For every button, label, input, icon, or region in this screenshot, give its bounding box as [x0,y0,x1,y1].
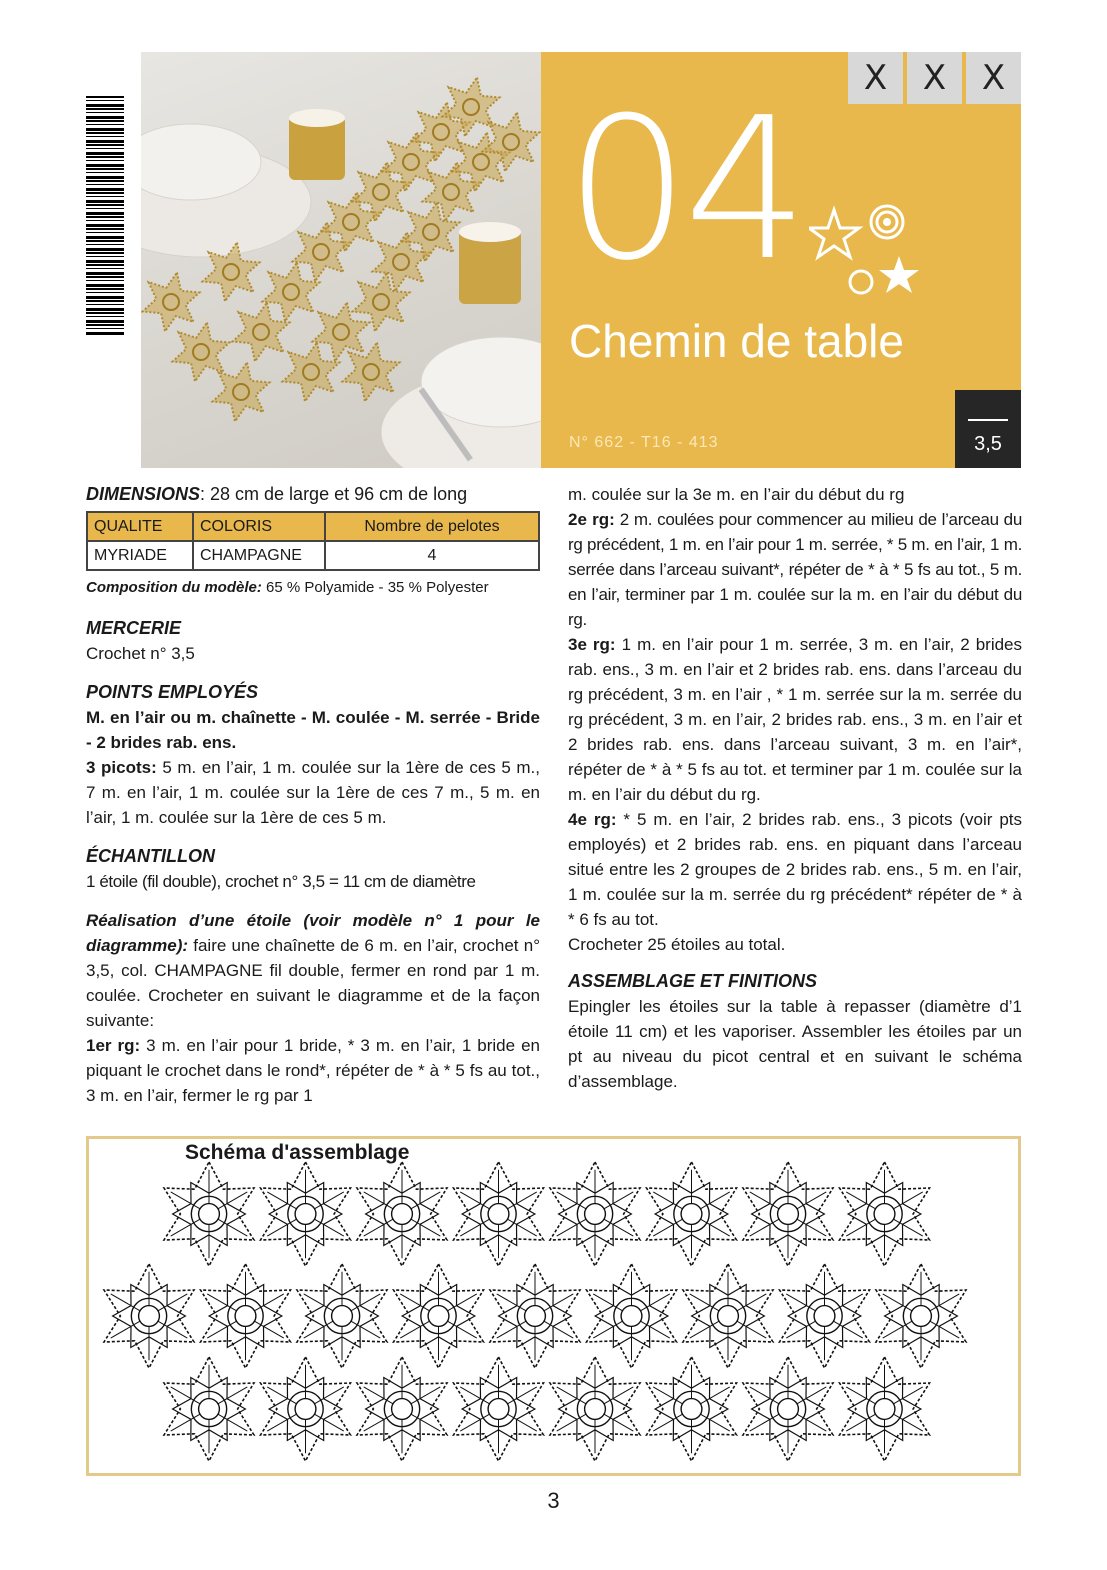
difficulty-mark: X [966,52,1021,104]
model-header [541,52,1021,468]
rg3-label: 3e rg: [568,635,616,654]
assemblage-text: Epingler les étoiles sur la table à repasser (diamètre d’1 étoile 11 cm) et les vaporiser. Assembler les étoiles par un pt au niveau du picot central et en suivant le schéma d’assemblage. [568,997,1022,1091]
total-text: Crocheter 25 étoiles au total. [568,935,786,954]
points-list: M. en l’air ou m. chaînette - M. coulée - M. serrée - Bride - 2 brides rab. ens. [86,708,540,752]
barcode [86,96,124,336]
crochet-star-motif [454,1162,544,1266]
gold-crochet-star [263,263,320,322]
points-heading: POINTS EMPLOYÉS [86,682,259,702]
table-cell: 4 [325,541,539,570]
product-photo [141,52,541,468]
model-number: 04 [565,76,803,304]
composition-text: 65 % Polyamide - 35 % Polyester [261,579,489,596]
crochet-star-motif [683,1264,773,1368]
crochet-star-motif [550,1162,640,1266]
hook-size: 3,5 [974,433,1002,455]
echantillon-text: 1 étoile (fil double), crochet n° 3,5 = 11 cm de diamètre [86,872,476,891]
picots-text: 5 m. en l’air, 1 m. coulée sur la 1ère de ces 5 m., 7 m. en l’air, 1 m. coulée sur la 1ère de ces 7 m., 5 m. en l’air, 1 m. coulée sur la 1ère de ces 5 m. [86,758,541,827]
rg3-text: 1 m. en l’air pour 1 m. serrée, 3 m. en l’air, 2 brides rab. ens., 3 m. en l’air et 2 brides rab. ens. dans l’arceau du rg précédent, 3 m. en l’air , * 1 m. serrée sur la m. serrée du rg précédent, 3 m. en l’air, 2 brides rab. ens., 3 m. en l’air et 2 brides rab. ens. dans l’arceau suivant, 3 m. en l’air*, répéter de * à * 5 fs au tot. et terminer par 1 m. coulée sur la m. en l’air du début du rg. [568,635,1023,804]
composition [86,575,540,600]
rg2-label: 2e rg: [568,510,615,529]
crochet-star-motif [261,1162,351,1266]
crochet-star-motif [104,1264,194,1368]
crochet-star-motif [743,1162,833,1266]
instructions-right-column [568,482,1022,1094]
crochet-star-motif [164,1357,254,1461]
rg1-text: 3 m. en l’air pour 1 bride, * 3 m. en l’air, 1 bride en piquant le crochet dans le rond*, répéter de * à * 5 fs au tot., 3 m. en l’air, fermer le rg par 1 [86,1036,540,1105]
rg1-label: 1er rg: [86,1036,141,1055]
star-motif-diagram [89,1139,1018,1473]
crochet-star-motif [647,1357,737,1461]
dimensions [86,482,540,507]
crochet-star-motif [490,1264,580,1368]
crochet-star-motif [297,1264,387,1368]
crochet-star-motif [394,1264,484,1368]
crochet-star-motif [743,1357,833,1461]
diagram-title: Schéma d'assemblage [185,1141,410,1164]
rg3-paragraph [568,632,1022,807]
gold-crochet-star [343,343,400,402]
crochet-star-motif [840,1357,930,1461]
table-header: COLORIS [193,512,325,541]
crochet-star-motif [357,1162,447,1266]
rg4-paragraph [568,807,1022,932]
crochet-star-motif [357,1357,447,1461]
rg1-paragraph [86,1033,540,1108]
picots-paragraph [86,755,540,830]
rg1-continuation: m. coulée sur la 3e m. en l’air du début du rg [568,485,905,504]
rg2-paragraph [568,507,1022,632]
crochet-star-motif [201,1264,291,1368]
instructions-left-column [86,482,540,1108]
crochet-star-motif [587,1264,677,1368]
table-runner-photo-illustration [141,52,541,468]
mercerie-text: Crochet n° 3,5 [86,644,195,663]
gold-crochet-star [143,273,200,332]
hook-icon [968,419,1008,421]
table-header: Nombre de pelotes [325,512,539,541]
gold-crochet-star [283,343,340,402]
dimensions-text: : 28 cm de large et 96 cm de long [200,484,468,504]
crochet-star-motif [261,1357,351,1461]
composition-label: Composition du modèle: [86,579,262,596]
model-title: Chemin de table [569,315,904,367]
realisation-paragraph [86,908,540,1033]
assembly-diagram [86,1136,1021,1476]
echantillon-heading: ÉCHANTILLON [86,846,215,866]
stars-circles-icon [809,192,929,302]
rg4-label: 4e rg: [568,810,617,829]
dimensions-label: DIMENSIONS [86,484,201,504]
crochet-star-motif [164,1162,254,1266]
difficulty-rating [848,52,1021,104]
table-cell: MYRIADE [87,541,193,570]
crochet-star-motif [780,1264,870,1368]
realisation-label: Réalisation d’une étoile (voir modèle n° 1 pour le diagramme): [86,911,540,955]
table-row [87,541,539,570]
table-cell: CHAMPAGNE [193,541,325,570]
gold-crochet-star [233,303,290,362]
table-header: QUALITE [87,512,193,541]
difficulty-mark: X [848,52,903,104]
crochet-star-motif [876,1264,966,1368]
yarn-table [86,511,540,571]
rg2-text: 2 m. coulées pour commencer au milieu de l’arceau du rg précédent, 1 m. en l’air pour 1 m. serrée, * 5 m. en l’air, 1 m. serrée dans l’arceau suivant*, répéter de * à * 5 fs au tot., 5 m. en l’air, terminer par 1 m. coulée sur la m. en l’air du début du rg. [568,510,1022,629]
rg4-text: * 5 m. en l’air, 2 brides rab. ens., 3 picots (voir pts employés) et 2 brides rab. ens. en piquant dans l’arceau situé entre les 2 groupes de 2 brides rab. ens., 5 m. en l’air, 1 m. coulée sur la m. serrée du rg précédent* répéter de * à * 6 fs au tot. [568,810,1023,929]
mercerie-heading: MERCERIE [86,618,182,638]
table-header-row [87,512,539,541]
realisation-text: faire une chaînette de 6 m. en l’air, crochet n° 3,5, col. CHAMPAGNE fil double, fermer en rond par 1 m. coulée. Crocheter en suivant le diagramme et de la façon suivante: [86,936,540,1030]
difficulty-mark: X [907,52,962,104]
hook-size-badge [955,390,1021,468]
crochet-star-motif [647,1162,737,1266]
assemblage-heading: ASSEMBLAGE ET FINITIONS [568,971,818,991]
crochet-star-motif [454,1357,544,1461]
crochet-star-motif [840,1162,930,1266]
crochet-star-motif [550,1357,640,1461]
picots-label: 3 picots: [86,758,157,777]
model-reference: N° 662 - T16 - 413 [569,434,719,451]
page-number: 3 [547,1488,560,1513]
